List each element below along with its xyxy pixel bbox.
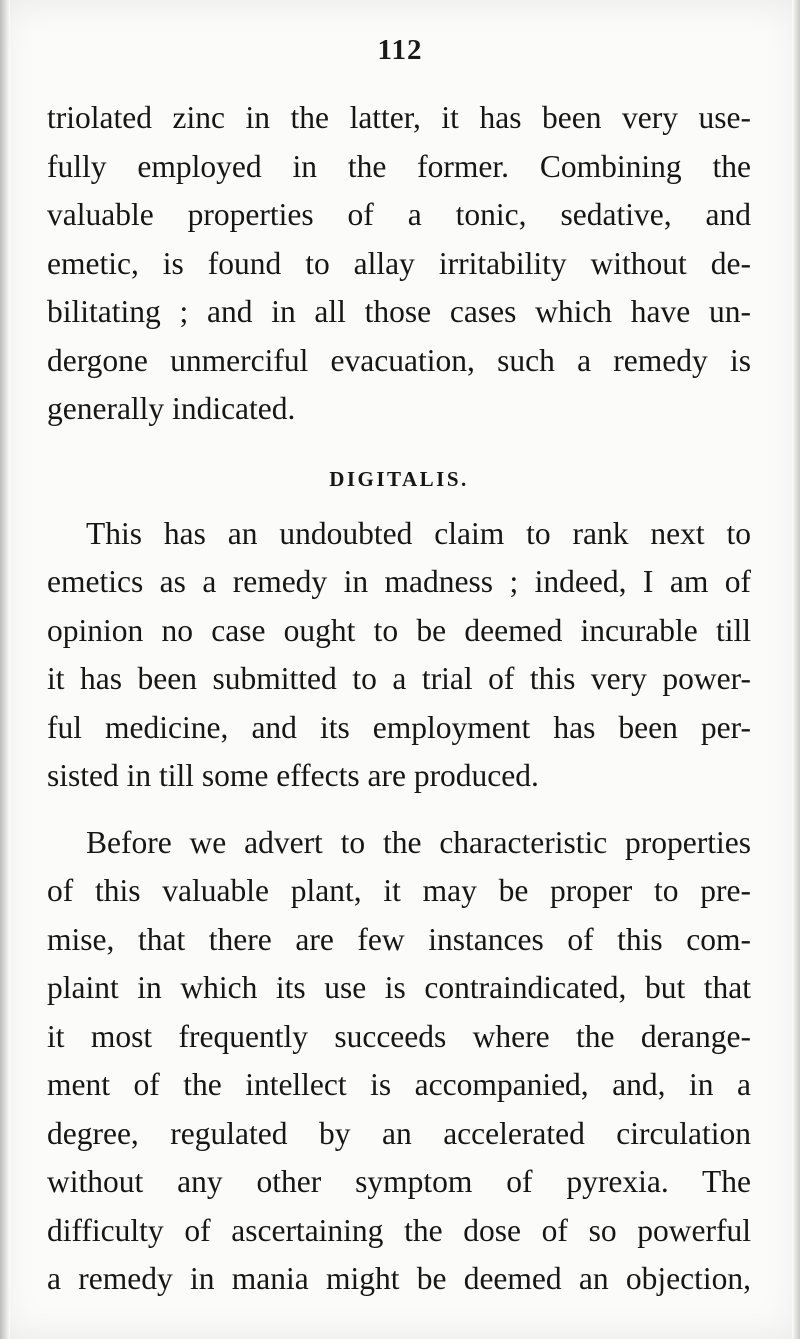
text-line: ment of the intellect is accompanied, and, in a — [47, 1067, 751, 1102]
paragraph-spacer — [47, 801, 751, 819]
section-heading: DIGITALIS. — [329, 466, 469, 491]
text-line: opinion no case ought to be deemed incurable till — [47, 612, 751, 648]
text-line: of this valuable plant, it may be proper to pre- — [47, 873, 751, 908]
text-line: dergone unmerciful evacuation, such a remedy is — [47, 342, 751, 378]
text-line: generally indicated. — [47, 391, 296, 426]
text-line: fully employed in the former. Combining the — [47, 148, 751, 184]
text-line: valuable properties of a tonic, sedative, and — [47, 197, 751, 232]
page-edge-left — [0, 0, 10, 1339]
text-line: sisted in till some effects are produced. — [47, 758, 539, 793]
text-line: plaint in which its use is contraindicated, but that — [47, 970, 751, 1005]
text-line: degree, regulated by an accelerated circulation — [47, 1115, 751, 1151]
text-line: it most frequently succeeds where the derange- — [47, 1018, 751, 1054]
text-line: emetics as a remedy in madness ; indeed, I am of — [47, 564, 751, 599]
paragraph-3 — [47, 819, 751, 1304]
text-line: bilitating ; and in all those cases which have un- — [47, 294, 751, 329]
text-line: Before we advert to the characteristic properties — [86, 824, 751, 860]
text-line: emetic, is found to allay irritability without de- — [47, 245, 751, 281]
text-line: without any other symptom of pyrexia. The — [47, 1164, 751, 1199]
paragraph-1 — [47, 94, 751, 434]
body-text — [47, 94, 751, 1304]
text-line: difficulty of ascertaining the dose of so powerful — [47, 1212, 751, 1248]
page-number: 112 — [377, 34, 423, 66]
paragraph-2 — [47, 510, 751, 801]
text-line: This has an undoubted claim to rank next to — [86, 515, 751, 551]
text-line: triolated zinc in the latter, it has been very use- — [47, 100, 751, 135]
text-line: ful medicine, and its employment has been per- — [47, 709, 751, 745]
page-edge-right — [792, 0, 800, 1339]
text-line: it has been submitted to a trial of this very power- — [47, 661, 751, 696]
text-line: a remedy in mania might be deemed an objection, — [47, 1261, 751, 1296]
text-line: mise, that there are few instances of this com- — [47, 921, 751, 957]
